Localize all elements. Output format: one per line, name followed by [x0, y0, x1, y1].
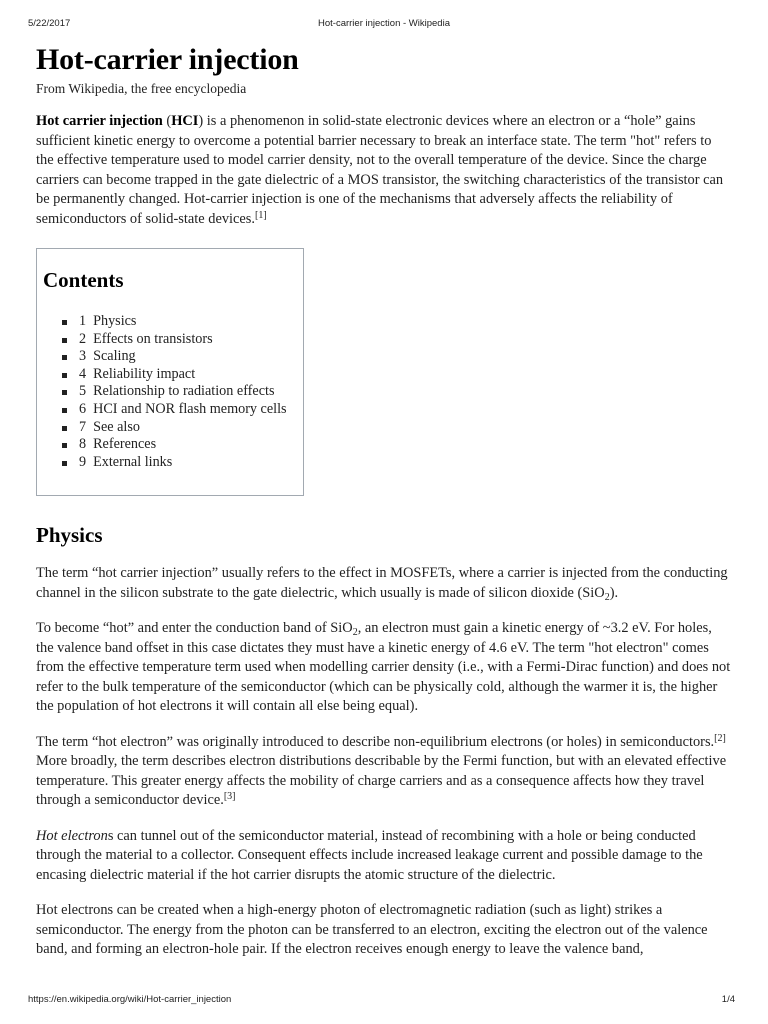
print-title: Hot-carrier injection - Wikipedia: [318, 18, 450, 29]
toc-item-references[interactable]: [43, 436, 303, 454]
toc-list: [43, 313, 303, 471]
page-number: 1/4: [721, 994, 735, 1005]
page-subtitle: From Wikipedia, the free encyclopedia: [36, 81, 247, 96]
table-of-contents: [36, 248, 304, 496]
toc-item-see-also[interactable]: [43, 419, 303, 437]
toc-item-number: 8: [79, 436, 87, 453]
lead-term: Hot carrier injection: [36, 113, 163, 129]
paragraph-text: To become “hot” and enter the conduction band of SiO: [36, 620, 353, 636]
toc-item-number: 4: [79, 365, 87, 382]
paragraph-text-end: ).: [609, 584, 619, 601]
toc-item-reliability-impact[interactable]: [43, 366, 303, 384]
lead-paren: (: [162, 113, 172, 129]
toc-item-number: 3: [79, 348, 87, 365]
toc-item-label: External links: [93, 453, 173, 470]
toc-item-number: 9: [79, 453, 87, 470]
toc-item-label: Relationship to radiation effects: [93, 383, 275, 400]
bullet-icon: [62, 338, 67, 343]
lead-paragraph: [36, 112, 732, 229]
paragraph-text: The term “hot electron” was originally introduced to describe non-equilibrium electrons (or holes) in semiconductors.: [36, 733, 715, 750]
bullet-icon: [62, 426, 67, 431]
toc-item-physics[interactable]: [43, 313, 303, 331]
paragraph-text: The term “hot carrier injection” usually refers to the effect in MOSFETs, where a carrier is injected from the conducting channel in the silicon substrate to the gate dielectric, which usually is made of silicon dioxide (SiO: [36, 565, 728, 601]
lead-abbrev: HCI: [171, 113, 199, 129]
bullet-icon: [62, 373, 67, 378]
toc-item-effects-on-transistors[interactable]: [43, 331, 303, 349]
paragraph-text-end: More broadly, the term describes electron distributions describable by the Fermi function, but with an elevated effective temperature. This greater energy affects the mobility of charge carriers and as a consequence affects how they travel through a semiconductor device.: [36, 753, 727, 808]
print-date: 5/22/2017: [28, 18, 71, 29]
print-url: https://en.wikipedia.org/wiki/Hot-carrier_injection: [28, 994, 232, 1005]
subscript: 2: [604, 591, 610, 603]
toc-item-scaling[interactable]: [43, 348, 303, 366]
bullet-icon: [62, 355, 67, 360]
toc-item-label: Reliability impact: [93, 365, 196, 382]
toc-item-external-links[interactable]: [43, 454, 303, 472]
paragraph-text-end: , an electron must gain a kinetic energy of ~3.2 eV. For holes, the valence band offset in this case dictates they must have a kinetic energy of 4.6 eV. The term "hot electron" comes from the effective temperature term used when modelling carrier density (i.e., with a Fermi-Dirac function) and does not refer to the bulk temperature of the semiconductor (which can be physically cold, although the warmer it is, the higher the population of hot electrons it will contain all else being equal).: [36, 620, 731, 714]
bullet-icon: [62, 320, 67, 325]
paragraph-text: Hot electrons can be created when a high-energy photon of electromagnetic radiation (such as light) strikes a semiconductor. The energy from the photon can be transferred to an electron, exciting the electron out of the valence band, and forming an electron-hole pair. If the electron receives enough energy to leave the valence band,: [36, 902, 708, 957]
section-heading-physics: Physics: [36, 523, 103, 547]
physics-paragraph-5: [36, 901, 732, 960]
physics-paragraph-3: [36, 733, 732, 811]
italic-term: Hot electron: [36, 827, 108, 844]
toc-item-number: 5: [79, 383, 87, 400]
physics-paragraph-4: [36, 827, 732, 886]
citation-link-3[interactable]: [3]: [223, 791, 236, 802]
section-physics: [36, 522, 732, 960]
physics-paragraph-2: [36, 619, 732, 717]
article: [36, 40, 732, 960]
toc-item-label: Effects on transistors: [93, 330, 213, 347]
toc-item-label: See also: [93, 418, 140, 435]
bullet-icon: [62, 461, 67, 466]
toc-item-number: 7: [79, 418, 87, 435]
toc-item-label: Scaling: [93, 348, 136, 365]
bullet-icon: [62, 408, 67, 413]
physics-paragraph-1: [36, 564, 732, 603]
toc-item-label: Physics: [93, 313, 137, 329]
paragraph-text: s can tunnel out of the semiconductor material, instead of recombining with a hole or being conducted through the material to a collector. Consequent effects include increased leakage current and possible damage to the encasing dielectric material if the hot carrier disrupts the atomic structure of the dielectric.: [36, 827, 703, 883]
toc-item-label: References: [93, 436, 157, 453]
toc-item-number: 1: [79, 313, 87, 329]
toc-item-radiation-effects[interactable]: [43, 383, 303, 401]
toc-item-number: 6: [79, 400, 87, 417]
toc-item-hci-nor-flash[interactable]: [43, 401, 303, 419]
toc-item-number: 2: [79, 330, 87, 347]
citation-link-2[interactable]: [2]: [714, 732, 726, 744]
subscript: 2: [352, 627, 358, 638]
bullet-icon: [62, 443, 67, 448]
toc-item-label: HCI and NOR flash memory cells: [93, 400, 287, 417]
bullet-icon: [62, 390, 67, 395]
lead-text: ) is a phenomenon in solid-state electronic devices where an electron or a “hole” gains sufficient kinetic energy to overcome a potential barrier necessary to break an interface state. The term "hot" refers to the effective temperature used to model carrier density, not to the overall temperature of the device. Since the charge carriers can become trapped in the gate dielectric of a MOS transistor, the switching characteristics of the transistor can be permanently changed. Hot-carrier injection is one of the mechanisms that adversely affects the reliability of semiconductors of solid-state devices.: [36, 113, 724, 227]
page-title: Hot-carrier injection: [36, 43, 299, 76]
toc-title: Contents: [43, 268, 124, 292]
citation-link-1[interactable]: [1]: [255, 209, 267, 221]
